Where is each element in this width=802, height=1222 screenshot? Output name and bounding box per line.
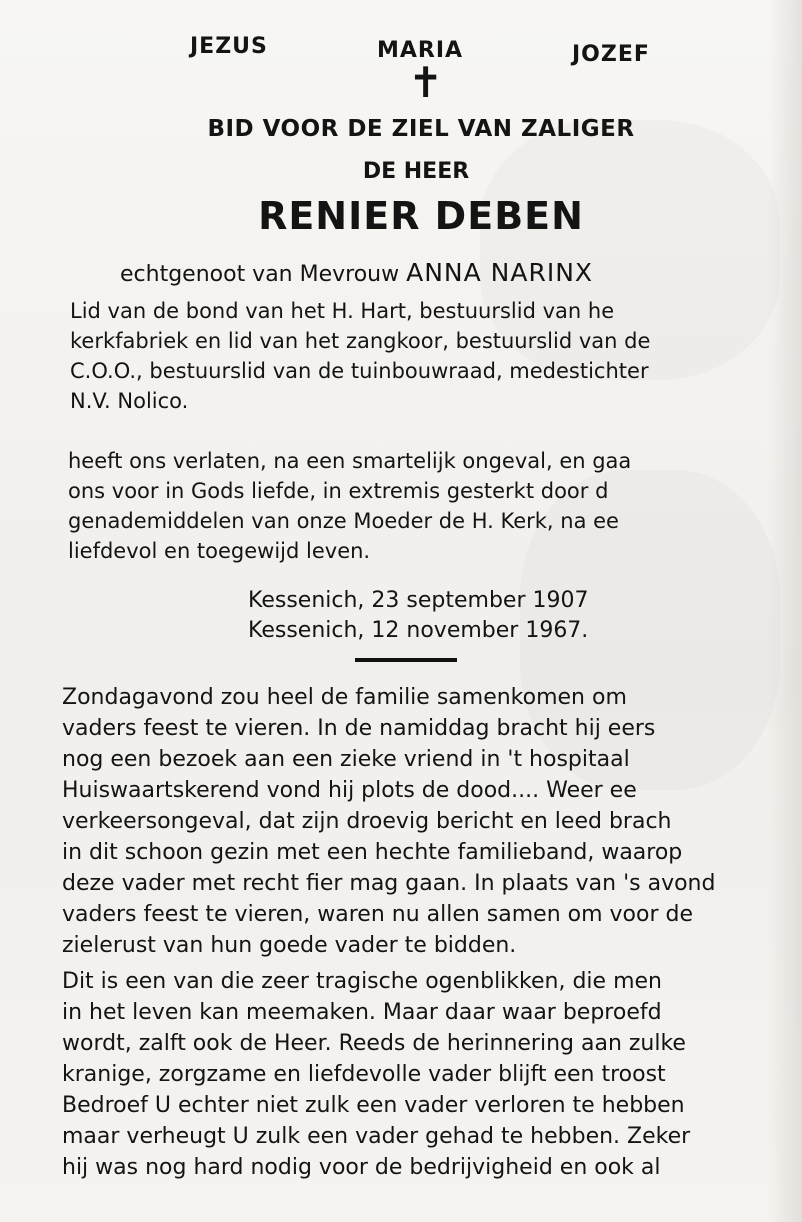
invocation-maria: MARIA — [377, 38, 464, 63]
passing-line: genademiddelen van onze Moeder de H. Kerk, na ee — [68, 509, 619, 533]
body-line: nog een bezoek aan een zieke vriend in 't hospitaal — [62, 747, 630, 772]
body-line: Huiswaartskerend vond hij plots de dood.... Weer ee — [62, 778, 637, 803]
body-line: wordt, zalft ook de Heer. Reeds de herinnering aan zulke — [62, 1031, 686, 1056]
death-date: Kessenich, 12 november 1967. — [248, 618, 589, 643]
functions-line: kerkfabriek en lid van het zangkoor, bestuurslid van de — [70, 329, 651, 353]
invocation-jozef: JOZEF — [572, 42, 650, 67]
prayer-heading: BID VOOR DE ZIEL VAN ZALIGER — [207, 116, 635, 142]
passing-line: liefdevol en toegewijd leven. — [68, 539, 371, 563]
body-line: in het leven kan meemaken. Maar daar waar beproefd — [62, 1000, 662, 1025]
body-line: Dit is een van die zeer tragische ogenblikken, die men — [62, 969, 662, 994]
body-line: deze vader met recht fier mag gaan. In plaats van 's avond — [62, 871, 716, 896]
spouse-prefix: echtgenoot van Mevrouw — [120, 262, 400, 287]
spouse-line — [120, 258, 593, 287]
invocation-jezus: JEZUS — [190, 34, 268, 59]
body-line: verkeersongeval, dat zijn droevig bericht en leed brach — [62, 809, 672, 834]
body-line: in dit schoon gezin met een hechte familieband, waarop — [62, 840, 683, 865]
body-line: vaders feest te vieren. In de namiddag bracht hij eers — [62, 716, 656, 741]
body-line: zielerust van hun goede vader te bidden. — [62, 933, 517, 958]
body-line: hij was nog hard nodig voor de bedrijvigheid en ook al — [62, 1155, 661, 1180]
body-line: Bedroef U echter niet zulk een vader verloren te hebben — [62, 1093, 685, 1118]
deceased-name: RENIER DEBEN — [258, 194, 584, 238]
birth-date: Kessenich, 23 september 1907 — [248, 588, 589, 613]
functions-line: N.V. Nolico. — [70, 389, 189, 413]
honorific: DE HEER — [362, 159, 470, 184]
body-line: Zondagavond zou heel de familie samenkomen om — [62, 685, 627, 710]
passing-line: ons voor in Gods liefde, in extremis gesterkt door d — [68, 479, 609, 503]
body-line: vaders feest te vieren, waren nu allen samen om voor de — [62, 902, 694, 927]
body-line: kranige, zorgzame en liefdevolle vader blijft een troost — [62, 1062, 666, 1087]
functions-line: Lid van de bond van het H. Hart, bestuurslid van he — [70, 299, 615, 323]
cross-icon: ✝ — [408, 58, 444, 107]
body-line: maar verheugt U zulk een vader gehad te hebben. Zeker — [62, 1124, 691, 1149]
divider-rule — [355, 658, 457, 662]
functions-line: C.O.O., bestuurslid van de tuinbouwraad, medestichter — [70, 359, 649, 383]
spouse-name: ANNA NARINX — [406, 258, 594, 287]
passing-line: heeft ons verlaten, na een smartelijk ongeval, en gaa — [68, 449, 632, 473]
